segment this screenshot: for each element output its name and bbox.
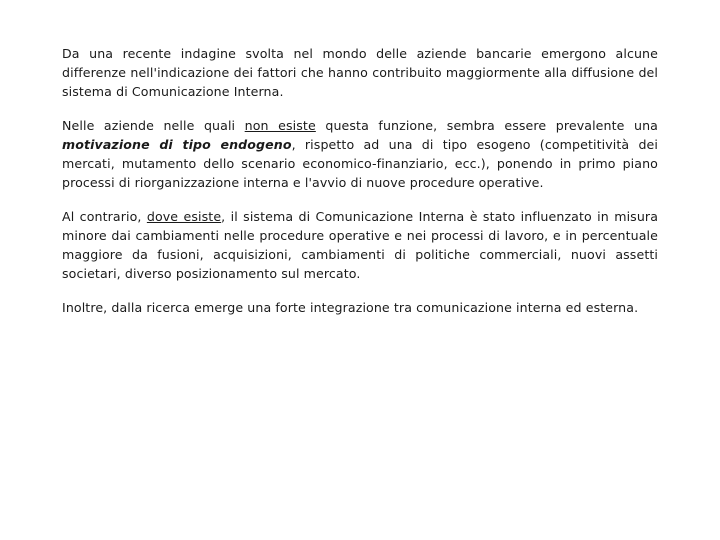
underlined-dove-esiste: dove esiste: [146, 209, 222, 224]
paragraph-3-text-a: Al contrario,: [62, 209, 147, 224]
slide-content: [62, 44, 658, 332]
paragraph-1: Da una recente indagine svolta nel mondo delle aziende bancarie emergono alcune differenze nell'indicazione dei fattori che hanno contribuito maggiormente alla diffusione del sistema di Comunicazione Interna.: [62, 46, 658, 99]
paragraph-2-text-c: questa funzione, sembra essere prevalente una: [315, 118, 658, 133]
paragraph-4: Inoltre, dalla ricerca emerge una forte integrazione tra comunicazione interna ed esterna.: [62, 300, 639, 315]
underlined-non-esiste: non esiste: [244, 118, 316, 133]
emphasis-motivazione-endogeno: motivazione di tipo endogeno: [62, 137, 292, 152]
paragraph-2-text-e: , rispetto ad una di tipo esogeno (competitività dei mercati, mutamento dello scenario economico-finanziario, ecc.), ponendo in primo piano processi di riorganizzazione interna e l'avvio di nuove procedure operative.: [62, 137, 658, 190]
paragraph-3: [62, 207, 658, 283]
paragraph-2: [62, 116, 658, 192]
paragraph-3-text-c: , il sistema di Comunicazione Interna è stato influenzato in misura minore dai cambiamenti nelle procedure operative e nei processi di lavoro, e in percentuale maggiore da fusioni, acquisizioni, cambiamenti di politiche commerciali, nuovi assetti societari, diverso posizionamento sul mercato.: [62, 209, 659, 281]
paragraph-2-text-a: Nelle aziende nelle quali: [62, 118, 245, 133]
